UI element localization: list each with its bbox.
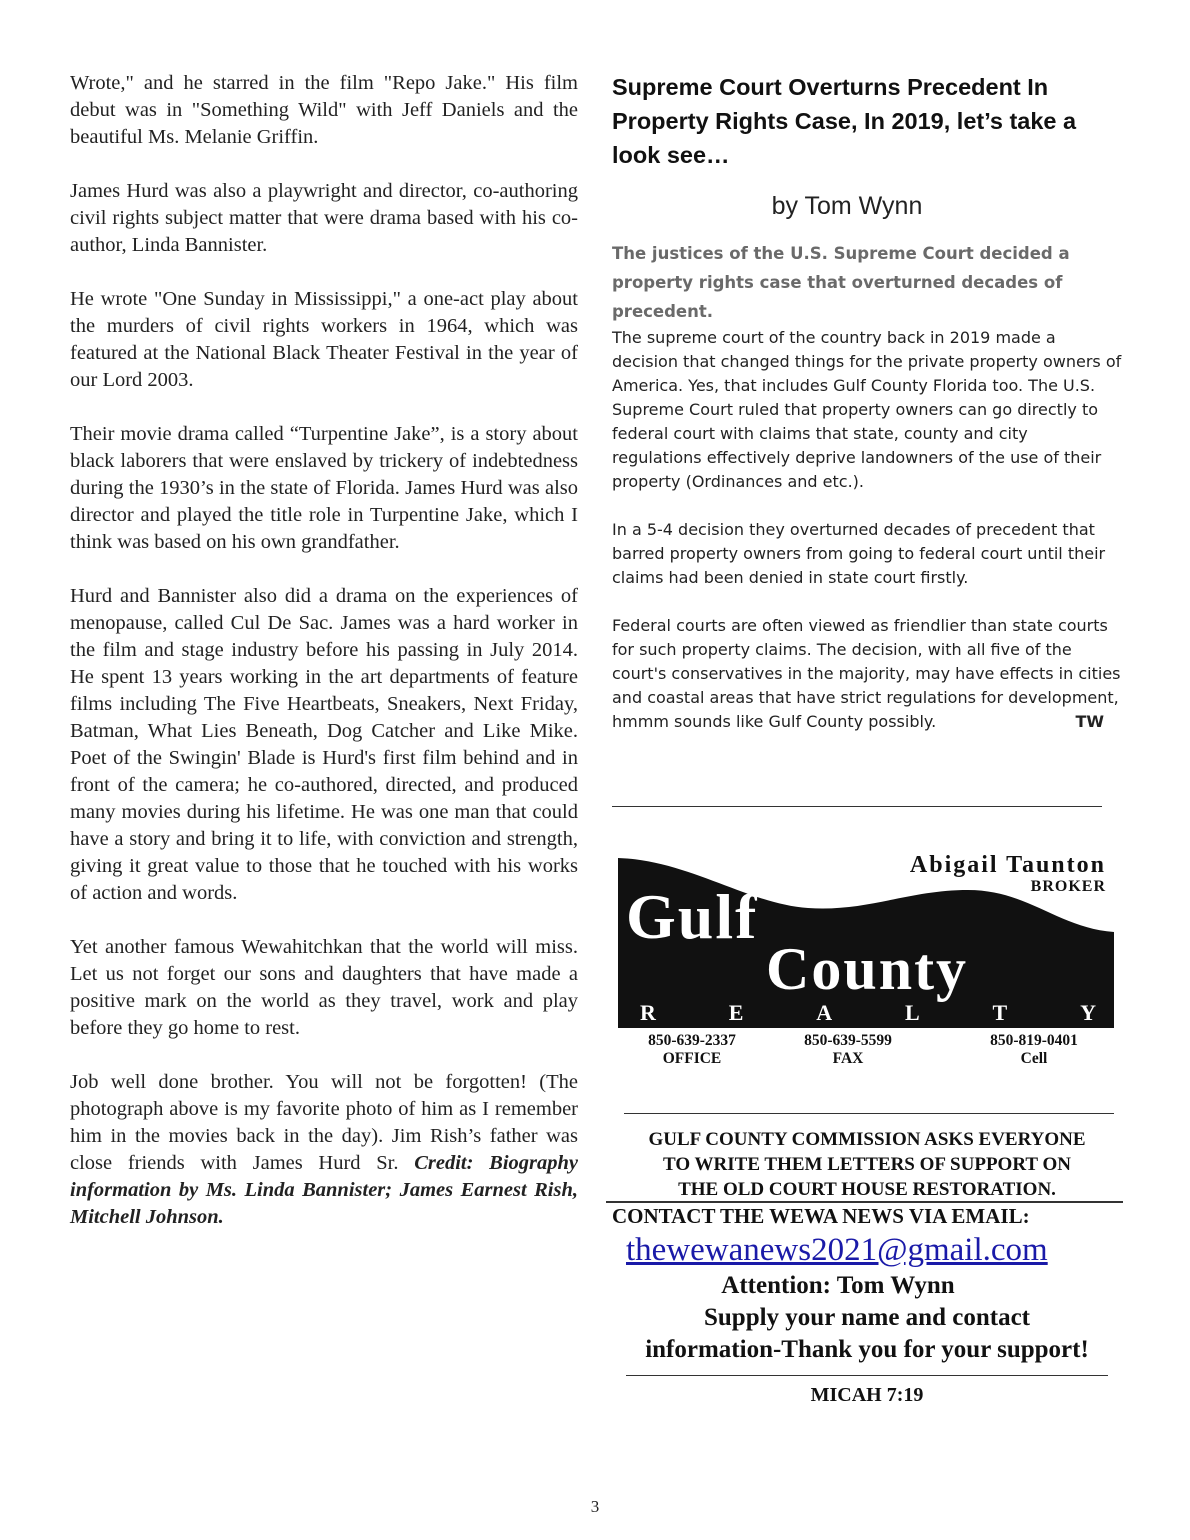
realty-advertisement bbox=[618, 850, 1114, 1028]
notice-line: THE OLD COURT HOUSE RESTORATION. bbox=[678, 1179, 1056, 1200]
contact-instructions bbox=[612, 1302, 1122, 1366]
phone-office bbox=[622, 1032, 762, 1068]
scripture-reference: MICAH 7:19 bbox=[810, 1384, 924, 1406]
email-link[interactable]: thewewanews2021@gmail.com bbox=[626, 1232, 1048, 1268]
phone-number: 850-639-5599 bbox=[804, 1032, 892, 1049]
bio-paragraph: Their movie drama called “Turpentine Jake”, is a story about black laborers that were enslaved by trickery of indebtedness during the 1930’s in the state of Florida. James Hurd was also director and played the title role in Turpentine Jake, which I think was based on his own grandfather. bbox=[70, 423, 578, 553]
brand-realty bbox=[618, 1000, 1114, 1026]
contact-heading: CONTACT THE WEWA NEWS VIA EMAIL: bbox=[612, 1204, 1030, 1228]
realty-letter: A bbox=[816, 1000, 833, 1025]
article-byline: by Tom Wynn bbox=[771, 192, 923, 220]
article-paragraph: In a 5-4 decision they overturned decades of precedent that barred property owners from going to federal court until their claims had been denied in state court firstly. bbox=[612, 520, 1106, 587]
bio-paragraph: Wrote," and he starred in the film "Repo Jake." His film debut was in "Something Wild" with Jeff Daniels and the beautiful Ms. Melanie Griffin. bbox=[70, 72, 578, 148]
section-divider bbox=[624, 1113, 1114, 1114]
phone-label: OFFICE bbox=[662, 1050, 722, 1067]
page-number: 3 bbox=[590, 1497, 600, 1516]
article-paragraph: The supreme court of the country back in 2019 made a decision that changed things for the private property owners of America. Yes, that includes Gulf County Florida too. The U.S. Supreme Court ruled that property owners can go directly to federal court with claims that state, county and city regulations effectively deprive landowners of the use of their property (Ordinances and etc.). bbox=[612, 328, 1122, 491]
bio-paragraph: James Hurd was also a playwright and director, co-authoring civil rights subject matter that were drama based with his co-author, Linda Bannister. bbox=[70, 180, 578, 256]
notice-line: TO WRITE THEM LETTERS OF SUPPORT ON bbox=[663, 1154, 1071, 1175]
phone-number: 850-639-2337 bbox=[648, 1032, 736, 1049]
section-divider bbox=[626, 1375, 1108, 1376]
notice-line: GULF COUNTY COMMISSION ASKS EVERYONE bbox=[648, 1129, 1086, 1150]
bio-closing-text: Job well done brother. You will not be forgotten! (The photograph above is my favorite photo of him as I remember him in the movies back in the day). Jim Rish’s father was close friends with James Hurd Sr. bbox=[70, 1071, 578, 1174]
commission-notice bbox=[612, 1127, 1122, 1202]
article-closing-text: Federal courts are often viewed as friendlier than state courts for such property claims. The decision, with all five of the court's conservatives in the majority, may have effects in cities and coastal areas that have strict regulations for development, hmmm sounds like Gulf County possibly. bbox=[612, 616, 1121, 731]
phone-fax bbox=[778, 1032, 918, 1068]
biography-column bbox=[70, 70, 578, 1231]
author-signature: TW bbox=[1075, 712, 1104, 731]
realty-letter: E bbox=[728, 1000, 744, 1025]
instruction-line: Supply your name and contact bbox=[704, 1304, 1030, 1331]
bio-paragraph: He wrote "One Sunday in Mississippi," a one-act play about the murders of civil rights workers in 1964, which was featured at the National Black Theater Festival in the year of our Lord 2003. bbox=[70, 288, 578, 391]
section-divider bbox=[606, 1201, 1123, 1203]
bio-paragraph-final bbox=[70, 1069, 578, 1231]
agent-name: Abigail Taunton bbox=[909, 852, 1106, 878]
realty-letter: L bbox=[905, 1000, 920, 1025]
bio-paragraph: Yet another famous Wewahitchkan that the world will miss. Let us not forget our sons and daughters that have made a positive mark on the world as they travel, work and play before they go home to rest. bbox=[70, 936, 578, 1039]
realty-letter: R bbox=[640, 1000, 656, 1025]
phone-cell bbox=[964, 1032, 1104, 1068]
contact-attention: Attention: Tom Wynn bbox=[721, 1272, 955, 1299]
phone-number: 850-819-0401 bbox=[990, 1032, 1078, 1049]
realty-letter: Y bbox=[1080, 1000, 1096, 1025]
agent-title: BROKER bbox=[1030, 878, 1106, 895]
article-paragraph-final bbox=[612, 614, 1122, 734]
phone-label: FAX bbox=[832, 1050, 864, 1067]
realty-letter: T bbox=[992, 1000, 1008, 1025]
section-divider bbox=[612, 806, 1102, 807]
phone-label: Cell bbox=[1020, 1050, 1048, 1067]
article-lede: The justices of the U.S. Supreme Court decided a property rights case that overturned decades of precedent. bbox=[612, 244, 1070, 321]
article-column bbox=[612, 70, 1122, 734]
bio-paragraph: Hurd and Bannister also did a drama on the experiences of menopause, called Cul De Sac. James was a hard worker in the film and stage industry before his passing in July 2014. He spent 13 years working in the art departments of feature films including The Five Heartbeats, Sneakers, Next Friday, Batman, What Lies Beneath, Dog Catcher and Like Mike. Poet of the Swingin' Blade is Hurd's first film behind and in front of the camera; he co-authored, directed, and produced many movies during his lifetime. He was one man that could have a story and bring it to life, with conviction and strength, giving it great value to those that he touched with his works of action and words. bbox=[70, 585, 578, 904]
credit-line: Credit: Biography information by Ms. Linda Bannister; James Earnest Rish, Mitchell Johnson. bbox=[70, 1152, 578, 1228]
article-headline: Supreme Court Overturns Precedent In Property Rights Case, In 2019, let’s take a look see… bbox=[612, 74, 1077, 168]
brand-gulf: Gulf bbox=[626, 881, 759, 952]
brand-county: County bbox=[766, 936, 969, 1002]
instruction-line: information-Thank you for your support! bbox=[645, 1336, 1089, 1363]
